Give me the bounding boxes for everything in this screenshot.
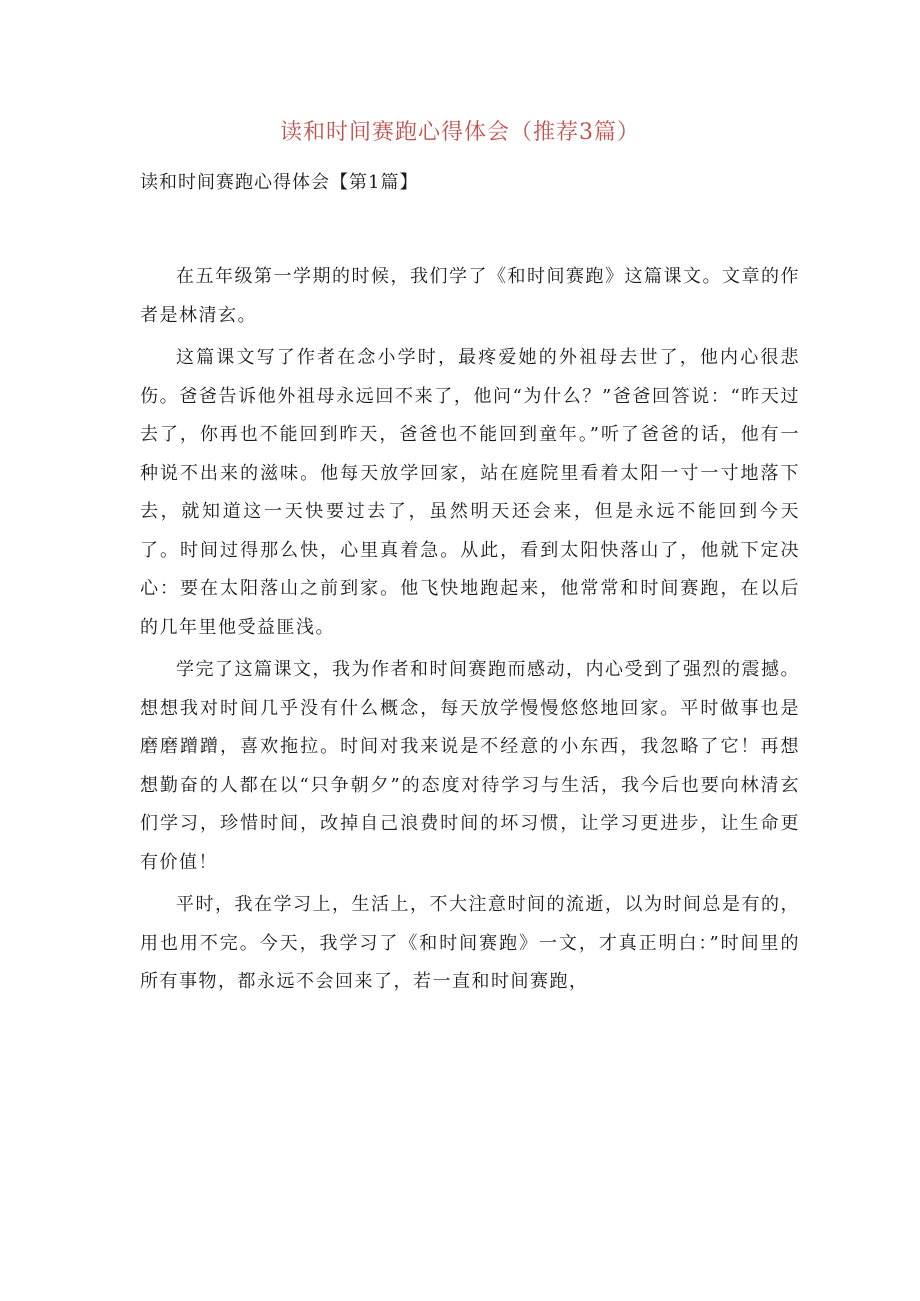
- article-body: [140, 258, 800, 1002]
- paragraph: 这篇课文写了作者在念小学时，最疼爱她的外祖母去世了，他内心很悲伤。爸爸告诉他外祖母永远回不来了，他问“为什么？”爸爸回答说：“昨天过去了，你再也不能回到昨天，爸爸也不能回到童年。”听了爸爸的话，他有一种说不出来的滋味。他每天放学回家，站在庭院里看着太阳一寸一寸地落下去，就知道这一天快要过去了，虽然明天还会来，但是永远不能回到今天了。时间过得那么快，心里真着急。从此，看到太阳快落山了，他就下定决心：要在太阳落山之前到家。他飞快地跑起来，他常常和时间赛跑，在以后的几年里他受益匪浅。: [140, 347, 800, 638]
- paragraph: 在五年级第一学期的时候，我们学了《和时间赛跑》这篇课文。文章的作者是林清玄。: [140, 266, 800, 326]
- section-heading: 读和时间赛跑心得体会【第1篇】: [140, 172, 419, 193]
- paragraph: 学完了这篇课文，我为作者和时间赛跑而感动，内心受到了强烈的震撼。想想我对时间几乎没有什么概念，每天放学慢慢悠悠地回家。平时做事也是磨磨蹭蹭，喜欢拖拉。时间对我来说是不经意的小东西，我忽略了它！再想想勤奋的人都在以“只争朝夕”的态度对待学习与生活，我今后也要向林清玄们学习，珍惜时间，改掉自己浪费时间的坏习惯，让学习更进步，让生命更有价值！: [140, 659, 800, 873]
- paragraph: 平时，我在学习上，生活上，不大注意时间的流逝，以为时间总是有的，用也用不完。今天，我学习了《和时间赛跑》一文，才真正明白：”时间里的所有事物，都永远不会回来了，若一直和时间赛跑，: [140, 894, 800, 992]
- document-title: 读和时间赛跑心得体会（推荐3篇）: [280, 120, 640, 145]
